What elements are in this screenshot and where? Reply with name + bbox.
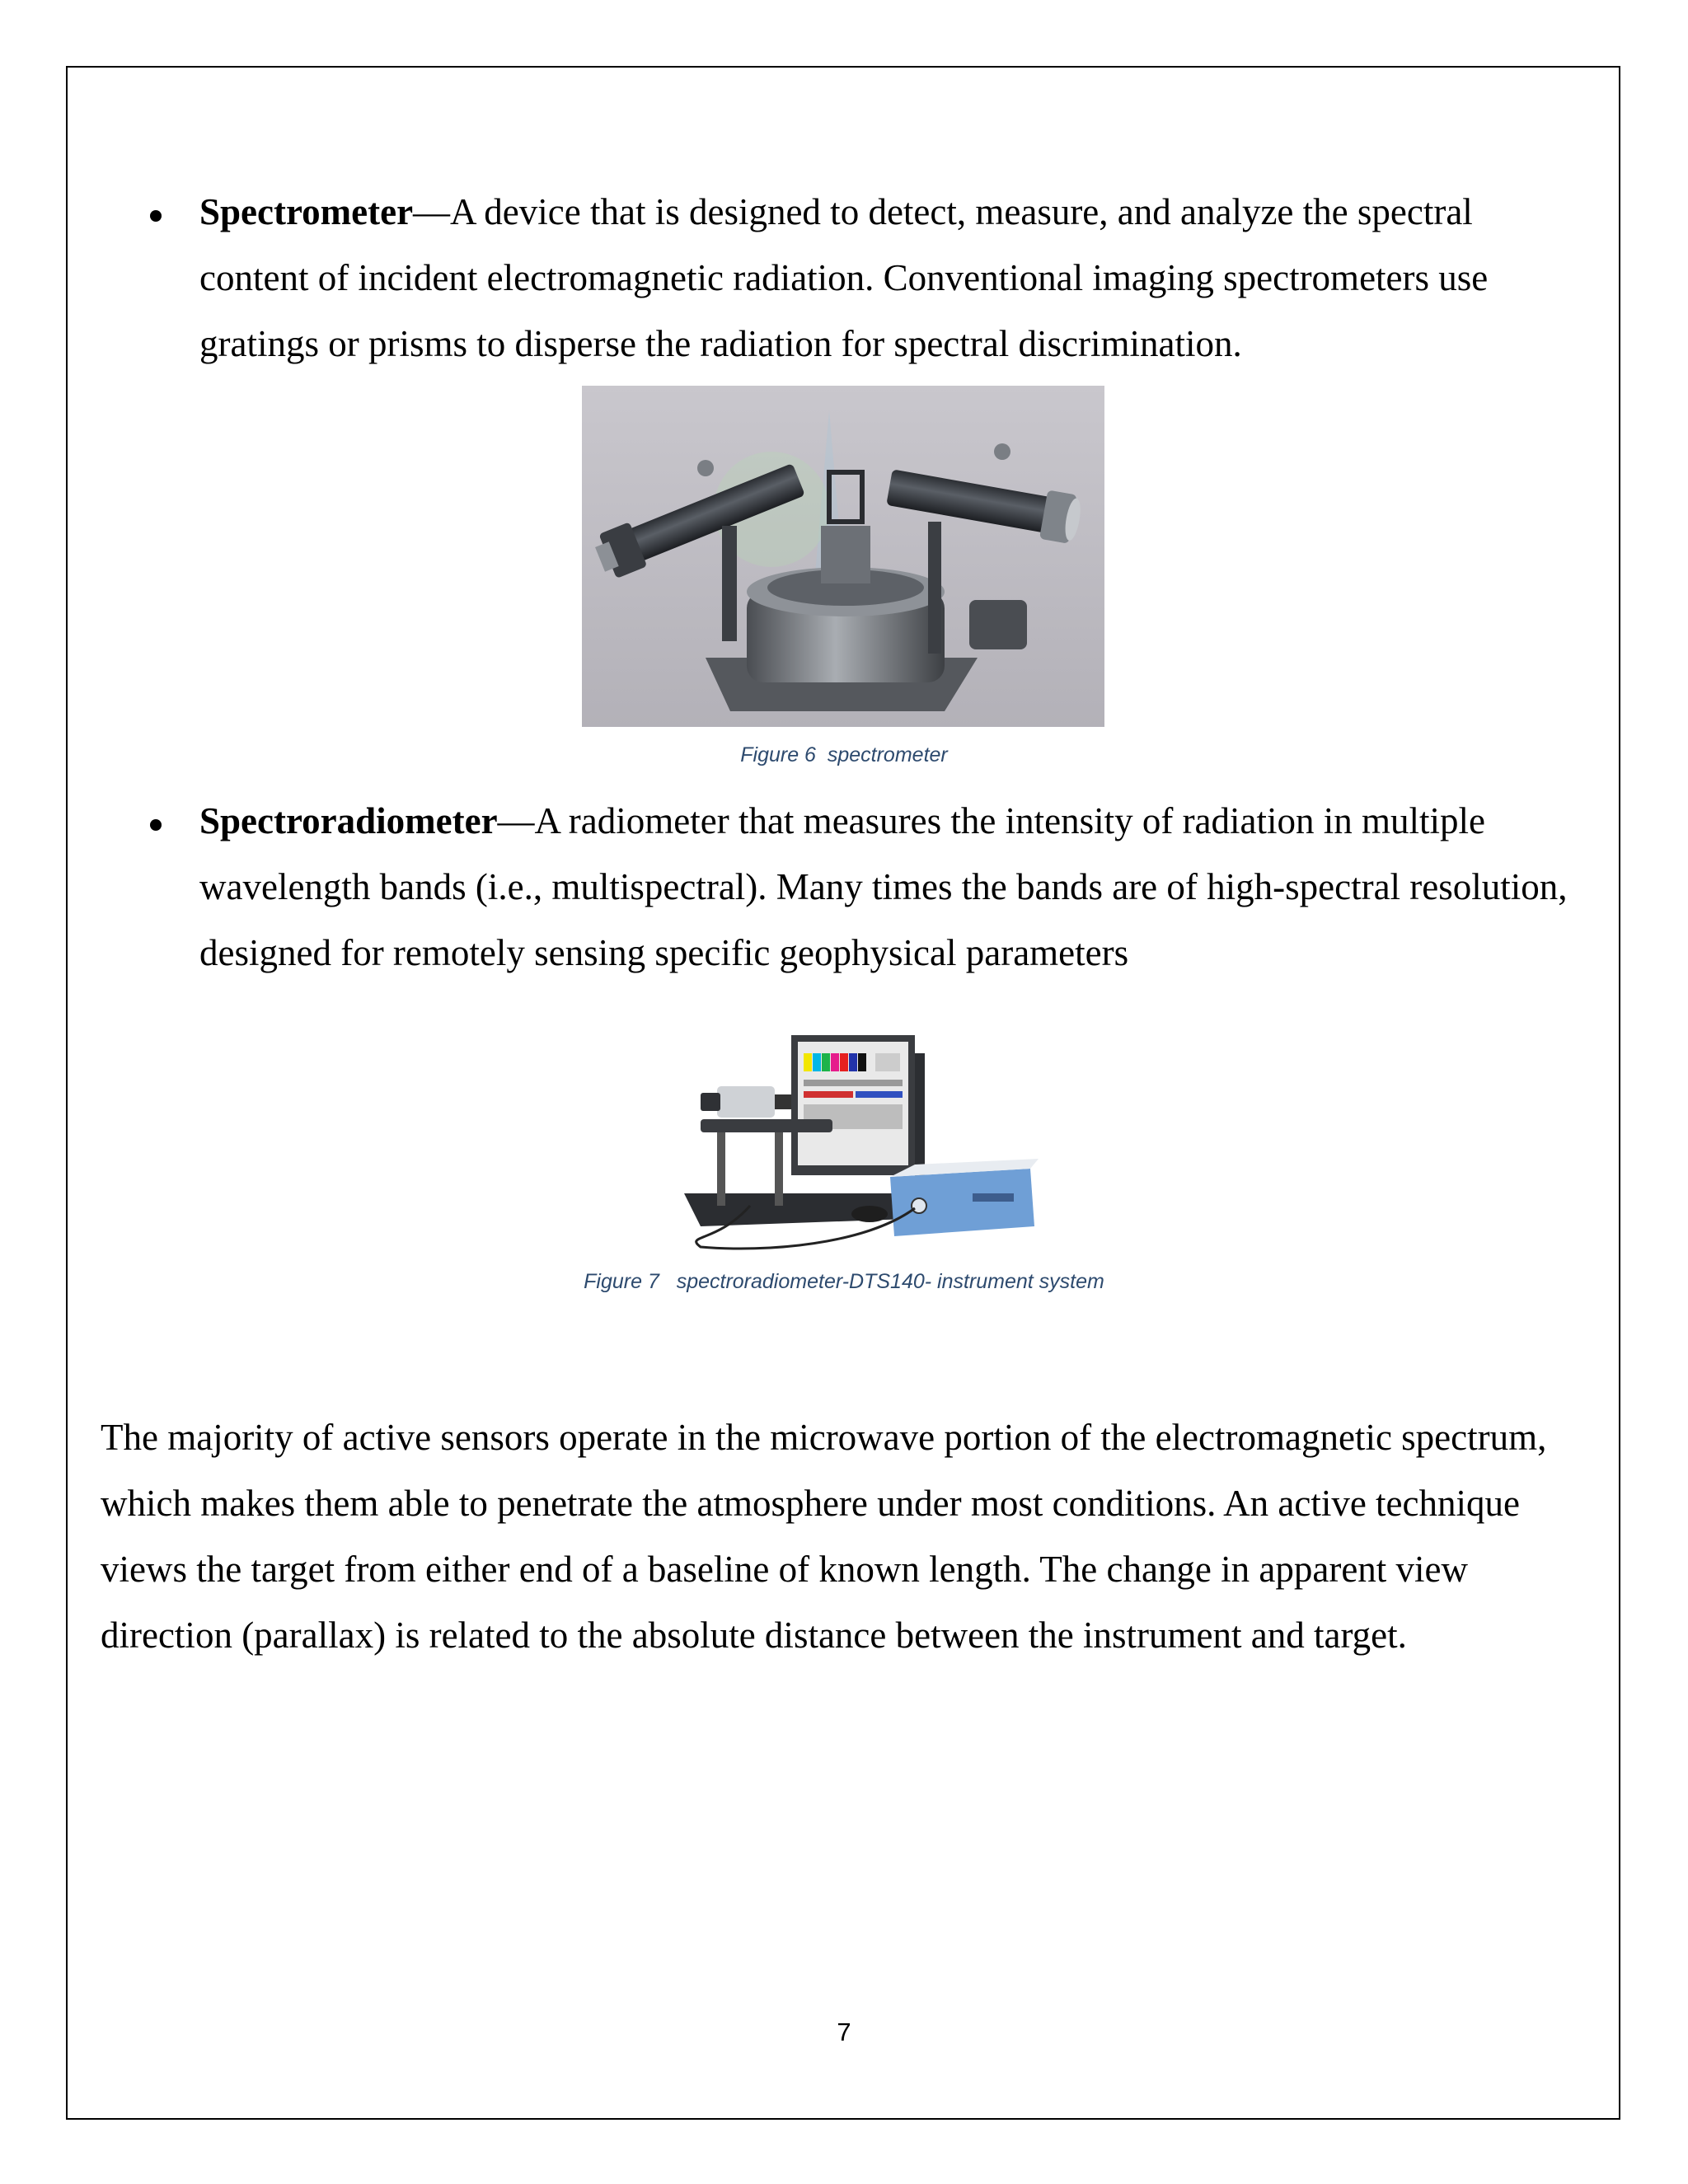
bullet-spectrometer <box>199 179 1568 377</box>
definition-spectrometer: —A device that is designed to detect, measure, and analyze the spectral content of incident electromagnetic radiation. Conventional imaging spectrometers use gratings or prisms to disperse the radiation for spectral discrimination. <box>199 191 1489 364</box>
figure-7-caption: Figure 7 spectroradiometer-DTS140- instrument system <box>584 1270 1104 1293</box>
figure-6-caption: Figure 6 spectrometer <box>740 743 948 766</box>
spectroradiometer-photo <box>668 1029 1047 1253</box>
term-spectrometer: Spectrometer <box>199 191 414 232</box>
definition-spectroradiometer: —A radiometer that measures the intensity of radiation in multiple wavelength bands (i.e., multispectral). Many times the bands are of high-spectral resolution, designed for remotely sensing specific geophysical parameters <box>199 800 1568 973</box>
bullet-dot <box>150 819 162 831</box>
bullet-spectroradiometer <box>199 788 1568 986</box>
bullet-dot <box>150 210 162 222</box>
term-spectroradiometer: Spectroradiometer <box>199 800 498 841</box>
spectrometer-photo <box>582 386 1104 727</box>
body-paragraph: The majority of active sensors operate in the microwave portion of the electromagnetic spectrum, which makes them able to penetrate the atmosphere under most conditions. An active technique views the target from either end of a baseline of known length. The change in apparent view direction (parallax) is related to the absolute distance between the instrument and target. <box>101 1417 1547 1656</box>
page-number: 7 <box>837 2018 851 2046</box>
